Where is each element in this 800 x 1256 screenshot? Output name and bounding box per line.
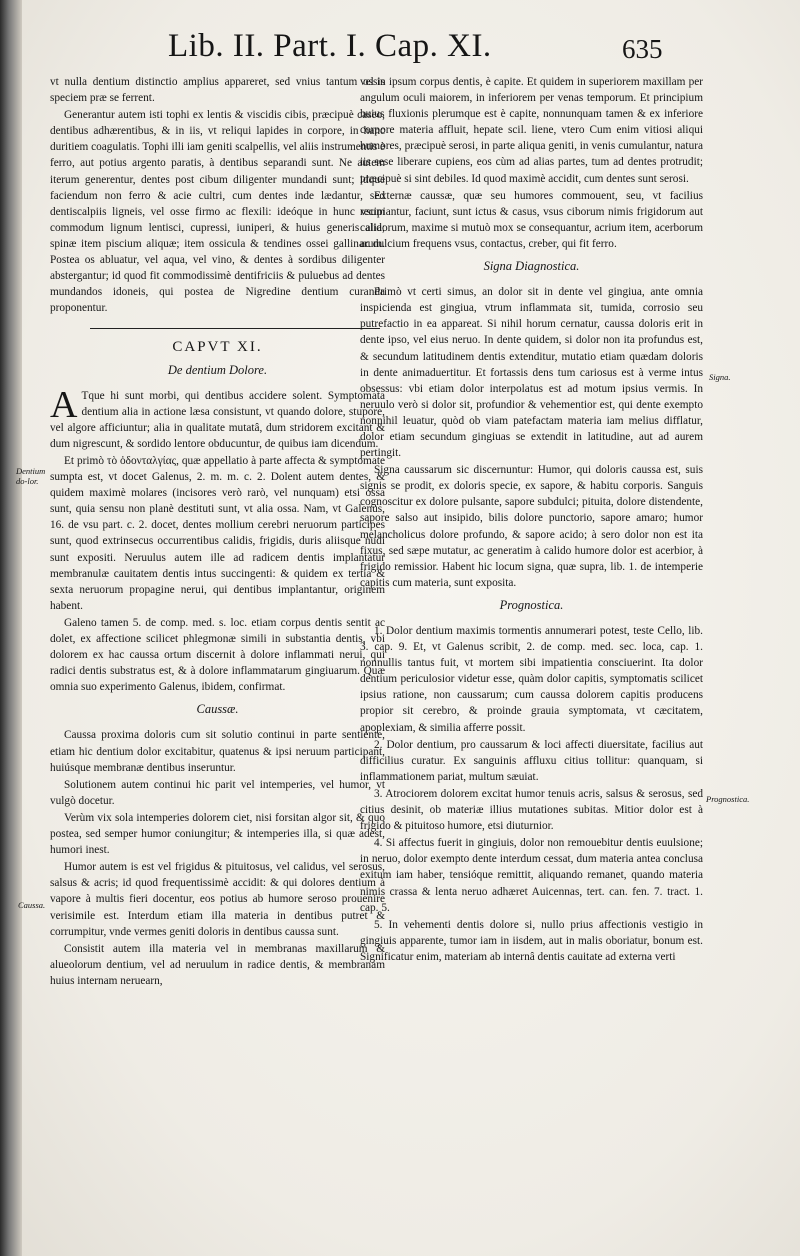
paragraph: Et primò τὸ ὀδονταλγίας, quæ appellatio à parte affecta & symptomate sumpta est, vt docet Galenus, 2. m. m. c. 2. Dolent autem dentes, & quidem maximè molares (incisores verò rarò, vel nunquam) etsi ossa sunt, quia sensu non planè destituti sunt, vt alia ossa. Nam, vt Galenus, 16. de vsu part. c. 2. docet, dentes mollium cerebri neruorum participes sunt, quod extrinsecus occurrentibus calidis, frigidis, duris aliisque nudi sunt expositi. Neruulus autem ille ad radicem dentis implantatur membranulæ cauitatem dentis intus succingenti: & quidem ex tertia & sexta neruorum propagine nerui, qui dentibus implantantur, originem habent. bbox=[50, 454, 385, 612]
paragraph: 5. In vehementi dentis dolore si, nullo prius affectionis vestigio in gingiuis apparente, tumor iam in iisdem, aut in malis oboriatur, bonum est. Significatur enim, materiam ab internâ dentis cauitate ad externa verti bbox=[360, 918, 703, 963]
margin-note-dentium-dolor: Dentium do-lor. bbox=[16, 466, 46, 486]
margin-note-prognostica: Prognostica. bbox=[706, 794, 750, 804]
paragraph-text: Tque hi sunt morbi, qui dentibus accidere solent. Symptomata dentium alia in actione læsa consistunt, vt quando dolore, stupore, vel algore afficiuntur; alia in qualitate mutatâ, dum stridorem excitant & dum nigrescunt, & sordido lentore obducuntur, de quibus iam dicendum. bbox=[50, 389, 385, 450]
paragraph: Verùm vix sola intemperies dolorem ciet, nisi forsitan algor sit, & quo postea, sed semper humor coniungitur; & intemperies illa, si quæ adest, humori inest. bbox=[50, 811, 385, 857]
paragraph: 4. Si affectus fuerit in gingiuis, dolor non remouebitur dentis euulsione; in neruo, dolor exempto dente interdum cessat, dum materia antea conclusa exitum iam haber, tensióque remittit, aliquando remanet, quando materia nimis crassa & lenta neruo adhæret Auicennas, tert. can. fen. 7. tract. 1. cap. 5. bbox=[360, 837, 703, 914]
chapter-heading: CAPVT XI. bbox=[172, 339, 263, 356]
paragraph bbox=[50, 383, 385, 452]
right-column bbox=[360, 74, 703, 966]
section-heading-caussae: Caussæ. bbox=[196, 702, 239, 717]
section-heading-signa-diagnostica: Signa Diagnostica. bbox=[483, 259, 580, 274]
paragraph: 3. Atrociorem dolorem excitat humor tenuis acris, salsus & serosus, sed citius desinit, ob materiæ illius mutationes subitas. Mitior dolor est à frigido & pituitoso humore, etsi diuturnior. bbox=[360, 787, 703, 833]
chapter-subtitle: De dentium Dolore. bbox=[167, 362, 268, 377]
paragraph: Galeno tamen 5. de comp. med. s. loc. etiam corpus dentis sentit ac dolet, ex affectione scilicet phlegmonæ simili in substantia dentis, vbi dolorem ex hac caussa ortum discernit à dolore inflammati nerui, qui radici dentis substratus est, & à dolore inflammatarum gingiuarum. Quæ omnia suo experimento Galenus, ibidem, confirmat. bbox=[50, 616, 385, 694]
page-number: 635 bbox=[622, 34, 663, 64]
paragraph: vt nulla dentium distinctio amplius appareret, sed vnius tantum ossis speciem præ se ferrent. bbox=[50, 76, 385, 105]
paragraph: Externæ caussæ, quæ seu humores commouent, seu, vt facilius recipiantur, faciunt, sunt ictus & casus, vsus ciborum nimis frigidorum aut calidorum, maxime si mutuò mox se consequantur, acrium item, acerborum ac dulcium frequens vsus, contactus, creber, qui fit ferro. bbox=[360, 189, 703, 250]
left-column bbox=[50, 74, 385, 990]
section-heading-prognostica: Prognostica. bbox=[499, 597, 564, 612]
paragraph: Caussa proxima doloris cum sit solutio continui in parte sentiente, etiam hic dentium dolor excitabitur, quatenus & ipsi neruum participant, huiúsque membranæ dentibus inseruntur. bbox=[50, 729, 385, 774]
drop-cap: A bbox=[50, 383, 78, 426]
book-spine-shadow bbox=[0, 0, 22, 1256]
paragraph: 1. Dolor dentium maximis tormentis annumerari potest, teste Cello, lib. 3. cap. 9. Et, vt Galenus scribit, 2. de comp. med. sec. loca, cap. 1. nonnullis tantus fuit, vt mortem sibi impatientia consciuerint. Ita dolor dentium periculosior videtur esse, quàm dolor capitis, symptomatis scilicet ipsius ratione, non caussarum; cum caussa dolorem capitis producens propior sit cerebro, & proinde grauia symptomata, vt cæcitatem, apoplexiam, & similia afferre possit. bbox=[360, 625, 703, 734]
section-divider bbox=[90, 328, 380, 329]
paragraph: 2. Dolor dentium, pro caussarum & loci affecti diuersitate, facilius aut difficilius curatur. Ex sanguinis affluxu citius tollitur: quanquam, si inflammationem pariat, multum sæuiat. bbox=[360, 738, 703, 783]
paragraph: Primò vt certi simus, an dolor sit in dente vel gingiua, ante omnia inspicienda est gingiua, vtrum inflammata sit, tumida, corrosio seu putrefactio in ea appareat. Si nihil horum cernatur, caussa doloris erit in dente ipso, vel eius neruo. In dente quidem, si dolor non ita profundus est, & secundum latitudinem dentis extenditur, mutatio etiam quædam doloris in dente animaduertitur. Et fortassis dens tum cariosus est à verme intus obsessus: vbi etiam dolor interpolatus est ad motum ipsius vermis. In neruulo verò si dolor sit, profundior & vehementior est, qui dente exempto nonnihil leuatur, quòd ob viam patefactam materia iam melius difflatur, dolor etiam secundum gingiuas se extendit in latitudine, aut ad aurem pertingit. bbox=[360, 286, 703, 460]
running-head: Lib. II. Part. I. Cap. XI. bbox=[168, 28, 492, 64]
paragraph: Humor autem is est vel frigidus & pituitosus, vel calidus, vel serosus, salsus & acris; id quod frequentissimè accidit: & qui dolores dentium à vapore à multis fieri docentur, eos potius ab humore seroso prouenire verisimile est. Interdum etiam illa materia in dentibus putret & corrumpitur, vnde vermes geniti doloris in dentibus caussa sunt. bbox=[50, 861, 385, 938]
margin-note-caussa: Caussa. bbox=[18, 900, 46, 910]
paragraph: Consistit autem illa materia vel in membranas maxillarum & alueolorum dentium, vel ad neruulum in radice dentis, & membranam huius internam neruearn, bbox=[50, 942, 385, 987]
paragraph: Generantur autem isti tophi ex lentis & viscidis cibis, præcipuè caseo, dentibus adhærentibus, & in iis, vt reliqui lapides in corpore, in hanc duritiem coagulatis. Tophi illi iam geniti scalpellis, vel aliis instrumentis è ferro, aut potius argento paratis, à dentibus separandi sunt. Ne autem iterum generentur, dentes post cibum diligenter mundandi sunt; idque faciendum non ferro & acie cultri, cum dentes inde lædantur, sed dentiscalpiis ligneis, vel osse firmo ac flexili: ideóque in hunc vsum commodum lignum lentisci, cupressi, iuniperi, & huius generis alia; spinæ item piscium aliquæ; item ossicula & tendines ossei gallinarum. Postea os abluatur, vel aqua, vel vino, & dentes à sordibus diligenter abstergantur; id quod fit commodissimè dentifriciis & puluebus ad dentes mundandos idoneis, qui postea de Nigredine dentium curanda proponentur. bbox=[50, 109, 385, 315]
paragraph: vel in ipsum corpus dentis, è capite. Et quidem in superiorem maxillam per angulum oculi maiorem, in inferiorem per venas temporum. Et principium huius fluxionis plerumque est è capite, nonnunquam tamen & ex inferiore corpore materia affluit, hepate scil. liene, vtero Cum enim vitiosi aliqui humores, præcipuè serosi, in parte aliqua geniti, in venis cumulantur, natura iis sese liberare cupiens, eos cùm ad alias partes, tum ad dentes protrudit; præcipuè si sint debiles. Id quod maximè accidit, cum dentes sunt serosi. bbox=[360, 76, 703, 185]
margin-note-signa: Signa. bbox=[709, 372, 731, 382]
paragraph: Signa caussarum sic discernuntur: Humor, qui doloris caussa est, suis signis se prodit, ex doloris specie, ex sapore, & habitu corporis. Sanguis cognoscitur ex dolore pulsante, sapore subdulci; pituita, dolore distendente, sapore salso aut insipido, bilis dolore punctorio, sapore amaro; humor melancholicus dolore profundo, & sapore acido; à sero dolor non est ita fixus, sed sæpe mutatur, ac generatim à calido humore dolor est acerbior, à frigido remissior. Habent hic locum signa, quæ supra, lib. 1. de intemperie capitis cum materia, sunt exposita. bbox=[360, 464, 703, 589]
paragraph: Solutionem autem continui hic parit vel intemperies, vel humor, vt vulgò docetur. bbox=[50, 778, 385, 807]
